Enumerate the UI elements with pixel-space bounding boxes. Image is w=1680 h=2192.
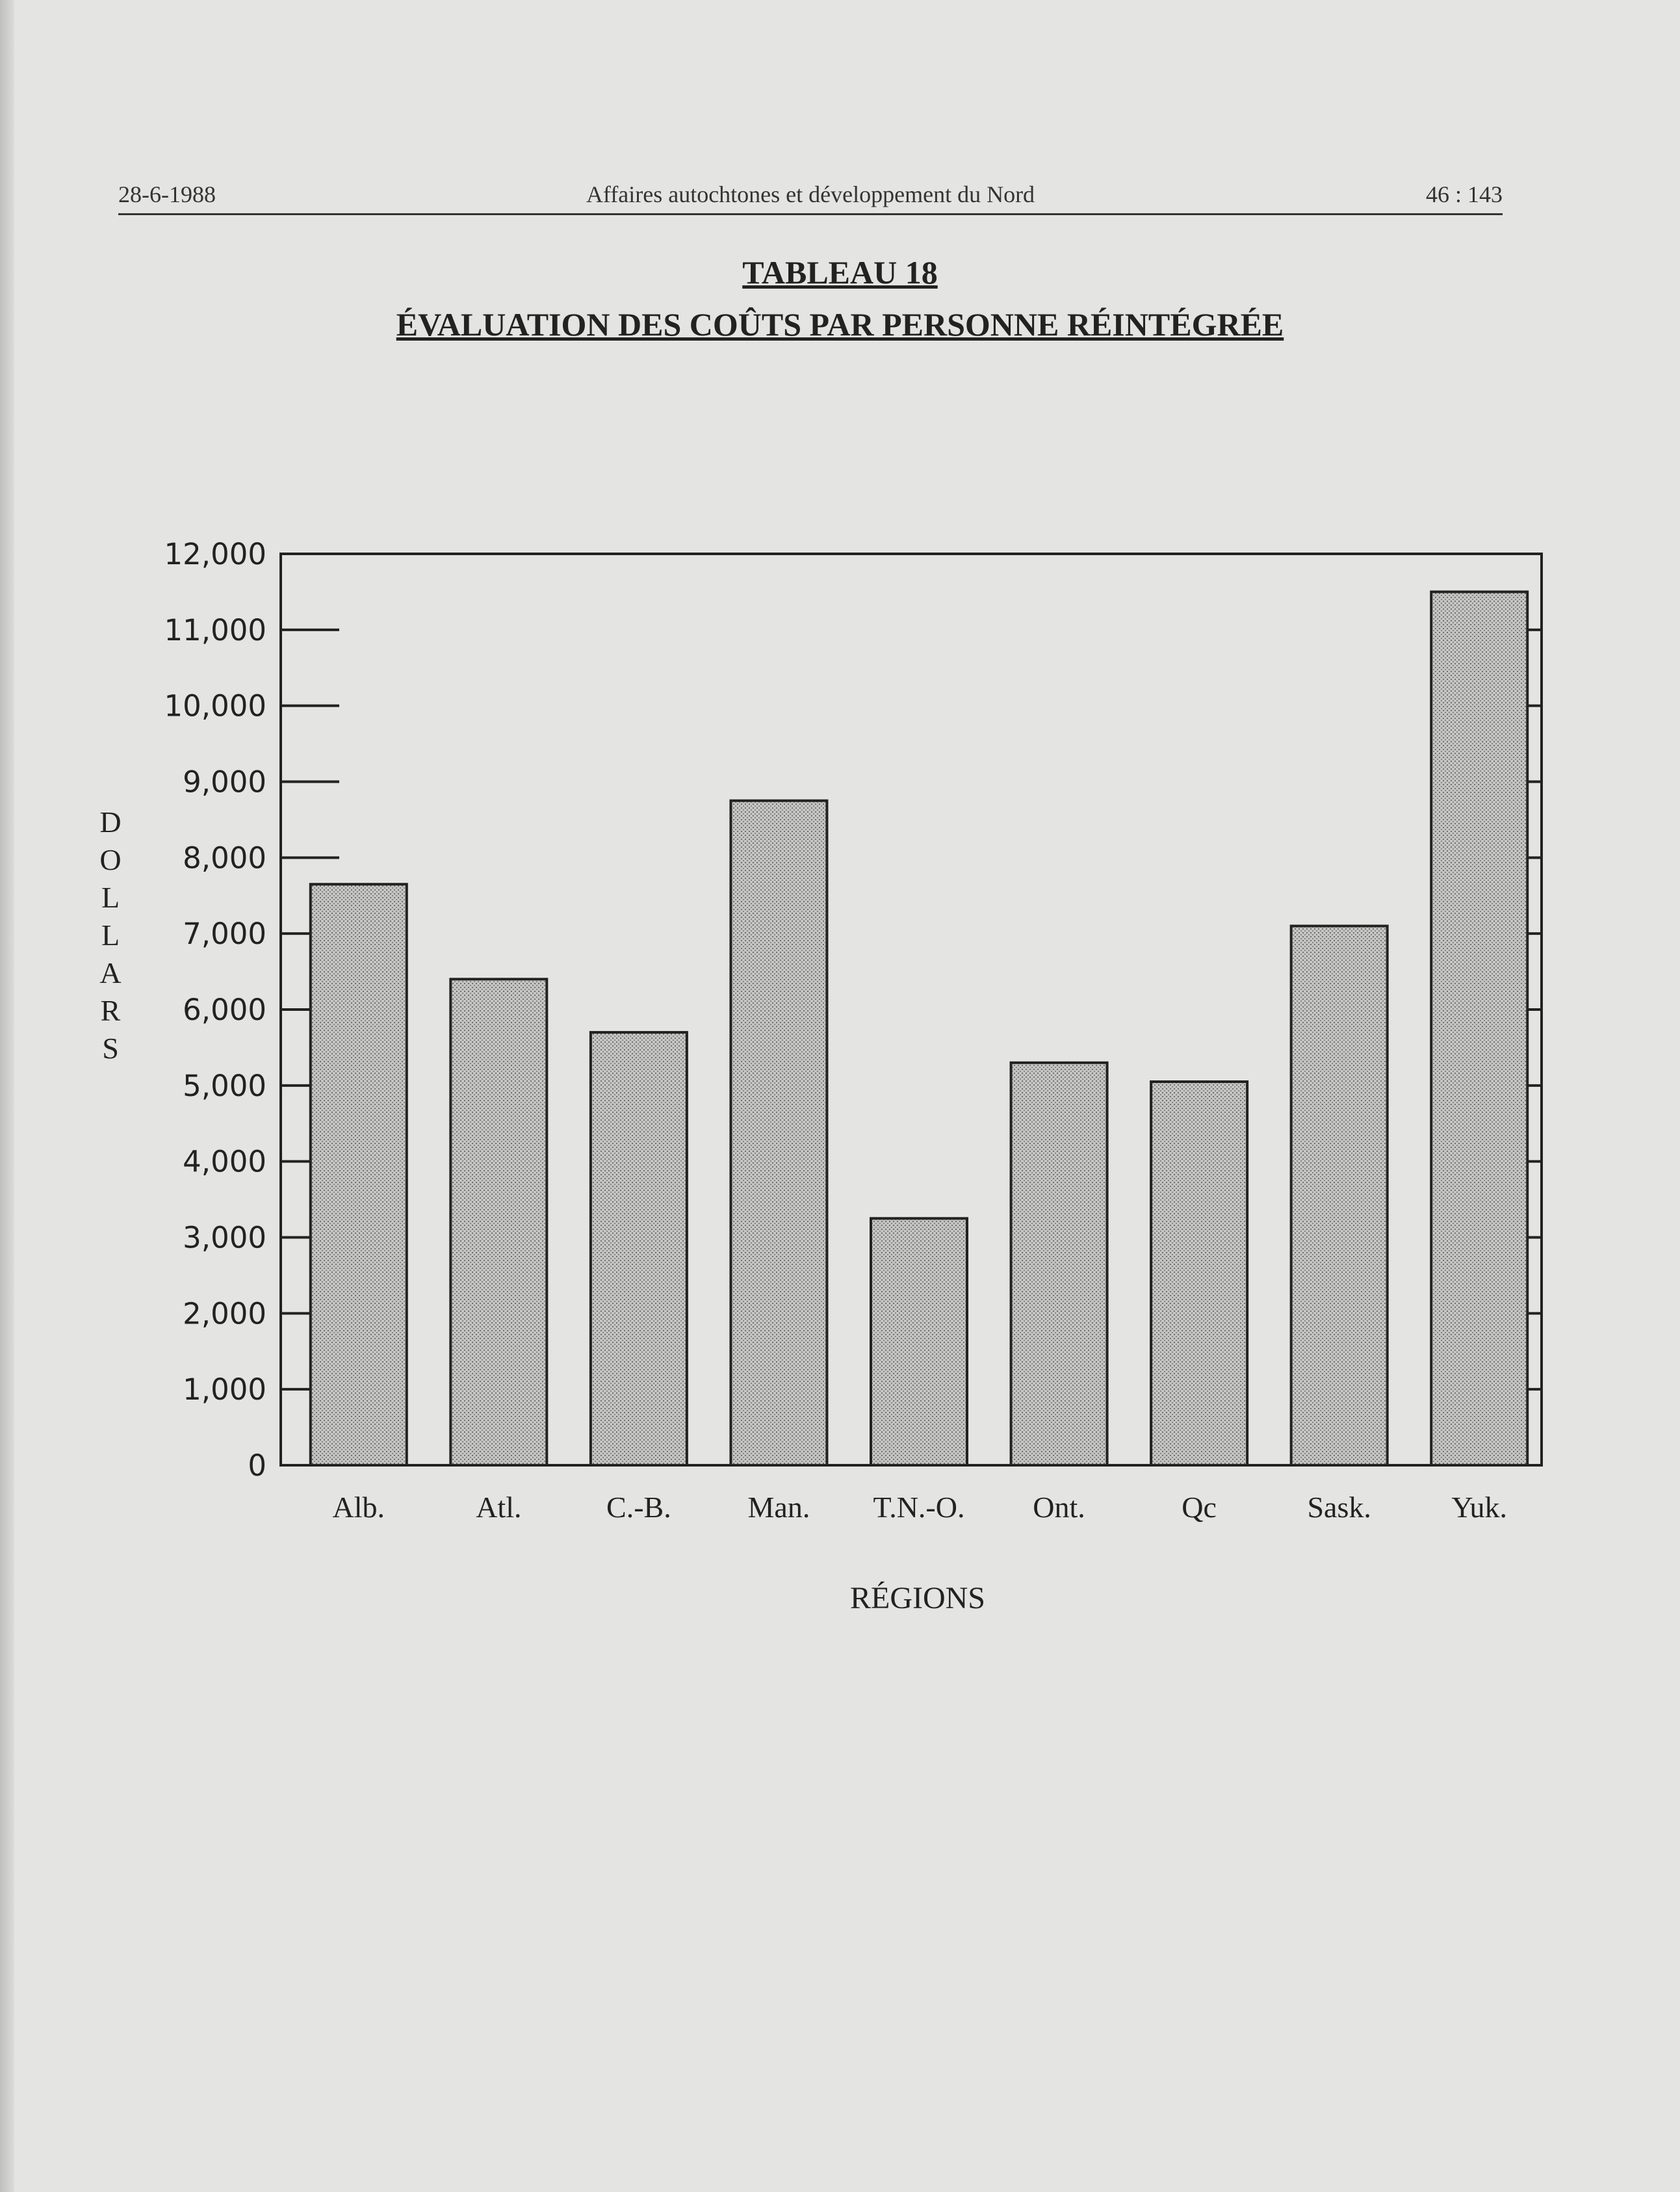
- bar: [591, 1032, 687, 1465]
- x-tick-label: Sask.: [1307, 1491, 1371, 1524]
- x-axis-labels: [333, 1491, 1508, 1524]
- y-axis-title-letter: D: [99, 805, 122, 839]
- y-tick-label: 10,000: [164, 688, 266, 724]
- x-tick-label: Yuk.: [1451, 1491, 1508, 1524]
- y-axis-title: [99, 805, 121, 1065]
- x-tick-label: Man.: [747, 1491, 810, 1524]
- y-tick-label: 2,000: [183, 1296, 266, 1331]
- x-tick-label: Qc: [1182, 1491, 1217, 1524]
- bar: [1011, 1063, 1107, 1465]
- y-tick-label: 1,000: [183, 1372, 266, 1407]
- x-axis-title: RÉGIONS: [849, 1581, 986, 1615]
- header-date: 28-6-1988: [118, 181, 216, 207]
- bar: [1291, 926, 1388, 1465]
- x-tick-label: Atl.: [476, 1491, 522, 1524]
- y-axis-title-letter: L: [101, 919, 120, 952]
- table-number: TABLEAU 18: [742, 254, 938, 291]
- bar: [1431, 592, 1527, 1465]
- y-tick-label: 0: [248, 1448, 266, 1483]
- y-tick-label: 8,000: [183, 841, 266, 876]
- x-tick-label: C.-B.: [606, 1491, 671, 1524]
- x-tick-label: T.N.-O.: [873, 1491, 965, 1524]
- y-tick-label: 7,000: [183, 917, 266, 952]
- bar: [1151, 1082, 1247, 1465]
- y-tick-label: 6,000: [183, 993, 266, 1027]
- header-title: Affaires autochtones et développement du Nord: [586, 181, 1035, 207]
- y-axis-title-letter: R: [100, 994, 121, 1027]
- y-tick-label: 11,000: [164, 612, 266, 647]
- bar: [730, 801, 827, 1465]
- bar: [450, 979, 547, 1465]
- y-axis-title-letter: O: [99, 843, 122, 876]
- x-tick-label: Ont.: [1033, 1491, 1085, 1524]
- y-axis-title-letter: S: [102, 1032, 119, 1065]
- y-tick-label: 9,000: [183, 764, 266, 800]
- y-axis-title-letter: L: [101, 881, 120, 914]
- y-tick-label: 12,000: [164, 537, 266, 571]
- header-page-number: 46 : 143: [1425, 181, 1503, 207]
- y-axis-title-letter: A: [99, 956, 122, 989]
- chart-title: ÉVALUATION DES COÛTS PAR PERSONNE RÉINTÉGRÉE: [396, 306, 1284, 343]
- bar: [871, 1218, 967, 1465]
- y-tick-label: 5,000: [183, 1068, 266, 1103]
- bars: [311, 592, 1527, 1465]
- bar: [311, 884, 407, 1465]
- x-tick-label: Alb.: [332, 1491, 385, 1524]
- y-tick-label: 3,000: [183, 1220, 266, 1255]
- y-tick-label: 4,000: [183, 1144, 266, 1179]
